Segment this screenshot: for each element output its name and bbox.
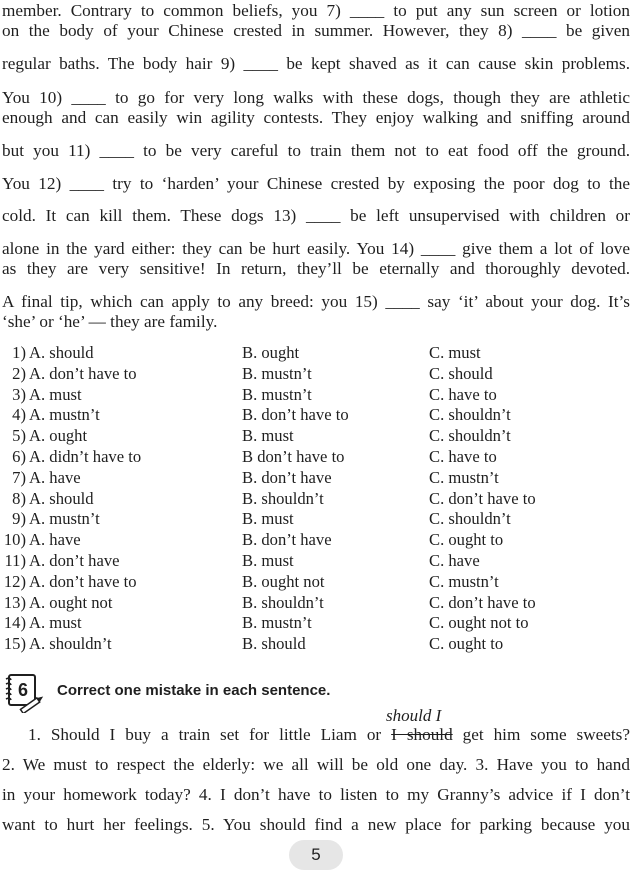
passage-line: You 12) ____ try to ‘harden’ your Chinese crested by exposing the poor dog to the: [2, 174, 630, 193]
option-row: [2, 364, 536, 385]
option-a: A. mustn’t: [29, 509, 100, 529]
passage-line: alone in the yard either: they can be hurt easily. You 14) ____ give them a lot of love: [2, 239, 630, 258]
option-a: A. should: [29, 488, 94, 508]
option-a: A. shouldn’t: [29, 634, 112, 654]
option-c: C. must: [429, 343, 481, 362]
option-num: 13): [3, 592, 26, 612]
exercise-number: 6: [17, 680, 29, 700]
option-a: A. have: [29, 530, 81, 550]
option-num: 9): [12, 509, 26, 529]
option-a: A. mustn’t: [29, 405, 100, 425]
option-b: B. mustn’t: [242, 613, 312, 633]
option-c: C. should: [429, 363, 493, 383]
option-a: A. don’t have to: [29, 363, 137, 383]
option-num: 4): [12, 405, 26, 425]
option-c: C. ought to: [429, 634, 504, 654]
page-number: 5: [289, 840, 343, 870]
option-b: B. must: [242, 550, 294, 570]
option-row: [2, 405, 536, 426]
option-b: B. mustn’t: [242, 363, 312, 383]
option-b: B. don’t have to: [242, 405, 349, 425]
option-num: 5): [12, 426, 26, 446]
option-b: B. should: [242, 634, 306, 654]
option-row: [2, 572, 536, 593]
option-row: [2, 509, 536, 530]
option-num: 11): [4, 550, 26, 570]
struck-text: I should: [391, 725, 453, 744]
option-c: C. have: [429, 550, 480, 570]
option-row: [2, 468, 536, 489]
option-num: 2): [12, 363, 26, 383]
option-a: A. must: [29, 613, 82, 633]
exercise-line: 2. We must to respect the elderly: we all will be old one day. 3. Have you to hand: [2, 755, 630, 774]
option-c: C. mustn’t: [429, 467, 499, 487]
option-b: B. don’t have: [242, 530, 332, 550]
exercise-line: want to hurt her feelings. 5. You should find a new place for parking because you: [2, 815, 630, 834]
option-num: 14): [3, 613, 26, 633]
option-c: C. mustn’t: [429, 571, 499, 591]
option-c: C. ought to: [429, 530, 504, 550]
option-c: C. shouldn’t: [429, 509, 511, 529]
option-c: C. shouldn’t: [429, 426, 511, 446]
option-row: [2, 385, 536, 406]
option-row: [2, 343, 536, 364]
option-num: 15): [3, 634, 26, 654]
option-c: C. have to: [429, 384, 497, 404]
passage-line: You 10) ____ to go for very long walks with these dogs, though they are athletic: [2, 88, 630, 107]
option-a: A. should: [29, 343, 94, 362]
option-row: [2, 489, 536, 510]
option-row: [2, 426, 536, 447]
option-a: A. ought: [29, 426, 88, 446]
option-num: 8): [12, 488, 26, 508]
passage-line: on the body of your Chinese crested in summer. However, they 8) ____ be given: [2, 21, 630, 40]
option-num: 10): [3, 530, 26, 550]
option-num: 6): [12, 446, 26, 466]
option-b: B. mustn’t: [242, 384, 312, 404]
exercise-line: in your homework today? 4. I don’t have to listen to my Granny’s advice if I don’t: [2, 785, 630, 804]
passage-line: regular baths. The body hair 9) ____ be kept shaved as it can cause skin problems.: [2, 54, 630, 73]
options-table: [2, 343, 536, 655]
option-c: C. shouldn’t: [429, 405, 511, 425]
option-b: B. must: [242, 426, 294, 446]
passage-line: member. Contrary to common beliefs, you 7) ____ to put any sun screen or lotion: [2, 1, 630, 20]
option-b: B. ought not: [242, 571, 325, 591]
option-num: 12): [3, 571, 26, 591]
passage-line: A final tip, which can apply to any breed: you 15) ____ say ‘it’ about your dog. It’s: [2, 292, 630, 311]
passage-line: as they are very sensitive! In return, they’ll be eternally and thoroughly devoted.: [2, 259, 630, 278]
option-b: B don’t have to: [242, 446, 345, 466]
option-num: 3): [12, 384, 26, 404]
option-row: [2, 447, 536, 468]
option-a: A. have: [29, 467, 81, 487]
notebook-pencil-icon: [2, 671, 46, 713]
passage-line: enough and can easily win agility contests. They enjoy walking and sniffing around: [2, 108, 630, 127]
option-a: A. don’t have: [29, 550, 120, 570]
option-c: C. don’t have to: [429, 488, 536, 508]
option-b: B. shouldn’t: [242, 488, 324, 508]
option-row: [2, 593, 536, 614]
option-row: [2, 634, 536, 655]
exercise-sentence-1: 1. Should I buy a train set for little Liam or I should get him some sweets?: [28, 725, 630, 744]
option-b: B. shouldn’t: [242, 592, 324, 612]
option-row: [2, 530, 536, 551]
option-c: C. have to: [429, 446, 497, 466]
option-b: B. ought: [242, 343, 300, 362]
option-a: A. don’t have to: [29, 571, 137, 591]
passage-line: cold. It can kill them. These dogs 13) ____ be left unsupervised with children or: [2, 206, 630, 225]
option-c: C. don’t have to: [429, 592, 536, 612]
option-a: A. ought not: [29, 592, 113, 612]
option-num: 1): [12, 343, 26, 362]
option-row: [2, 613, 536, 634]
exercise-title: Correct one mistake in each sentence.: [57, 682, 331, 699]
option-num: 7): [12, 467, 26, 487]
passage-line: ‘she’ or ‘he’ — they are family.: [2, 312, 218, 331]
option-b: B. must: [242, 509, 294, 529]
option-row: [2, 551, 536, 572]
passage-line: but you 11) ____ to be very careful to train them not to eat food off the ground.: [2, 141, 630, 160]
option-c: C. ought not to: [429, 613, 529, 633]
option-a: A. must: [29, 384, 82, 404]
option-b: B. don’t have: [242, 467, 332, 487]
handwritten-correction: should I: [386, 706, 442, 725]
option-a: A. didn’t have to: [29, 446, 142, 466]
